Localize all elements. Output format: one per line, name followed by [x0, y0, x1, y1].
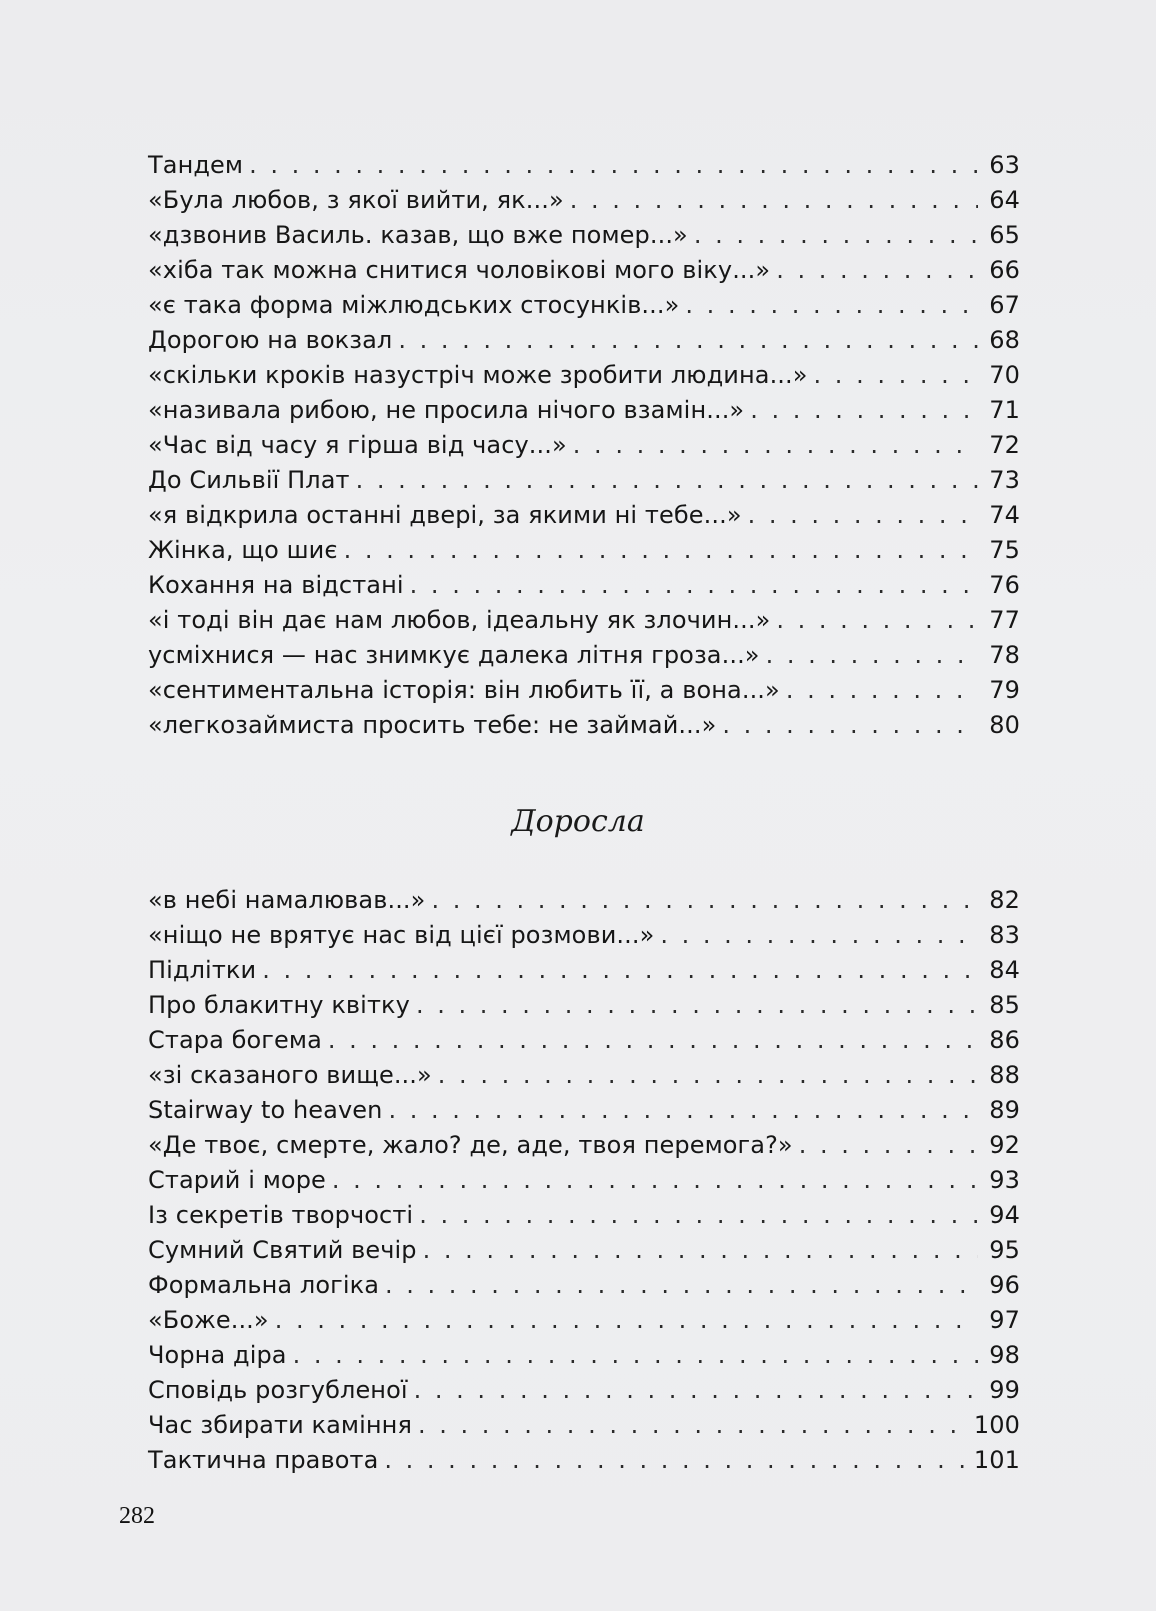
toc-section-2: [148, 883, 1020, 1478]
toc-entry-page: 77: [989, 606, 1020, 634]
toc-leader-dots: [685, 288, 978, 323]
toc-entry: [148, 498, 1020, 533]
toc-entry-title: «Боже...»: [148, 1306, 269, 1334]
toc-entry: [148, 708, 1020, 743]
toc-entry-title: Тандем: [148, 151, 244, 179]
toc-leader-dots: [694, 218, 978, 253]
toc-leader-dots: [786, 673, 978, 708]
toc-entry-title: «Де твоє, смерте, жало? де, аде, твоя перемога?»: [148, 1131, 793, 1159]
toc-entry-title: Stairway to heaven: [148, 1096, 383, 1124]
toc-entry-title: «хіба так можна снитися чоловікові мого віку...»: [148, 256, 771, 284]
toc-entry-title: Із секретів творчості: [148, 1201, 414, 1229]
toc-entry: [148, 883, 1020, 918]
toc-leader-dots: [766, 638, 978, 673]
toc-entry: [148, 288, 1020, 323]
toc-entry: [148, 1443, 1020, 1478]
toc-entry-title: До Сильвії Плат: [148, 466, 350, 494]
toc-entry: [148, 1198, 1020, 1233]
toc-leader-dots: [414, 1373, 978, 1408]
toc-entry-page: 75: [989, 536, 1020, 564]
toc-leader-dots: [275, 1303, 978, 1338]
toc-entry-title: «сентиментальна історія: він любить її, а вона...»: [148, 676, 780, 704]
toc-entry-title: Формальна логіка: [148, 1271, 380, 1299]
toc-entry: [148, 1233, 1020, 1268]
toc-entry-title: «називала рибою, не просила нічого взамін...»: [148, 396, 745, 424]
toc-leader-dots: [262, 953, 978, 988]
toc-entry-page: 72: [989, 431, 1020, 459]
toc-entry-page: 101: [973, 1446, 1020, 1474]
toc-entry-page: 99: [989, 1376, 1020, 1404]
toc-entry-title: Підлітки: [148, 956, 257, 984]
toc-entry-title: Жінка, що шиє: [148, 536, 338, 564]
toc-entry: [148, 1058, 1020, 1093]
toc-leader-dots: [431, 883, 978, 918]
toc-leader-dots: [388, 1093, 978, 1128]
toc-leader-dots: [660, 918, 978, 953]
toc-leader-dots: [423, 1233, 978, 1268]
toc-entry: [148, 988, 1020, 1023]
toc-leader-dots: [344, 533, 978, 568]
toc-section-1: [148, 148, 1020, 743]
toc-leader-dots: [573, 428, 978, 463]
toc-entry-title: «скільки кроків назустріч може зробити людина...»: [148, 361, 808, 389]
toc-entry: [148, 323, 1020, 358]
toc-entry-page: 86: [989, 1026, 1020, 1054]
toc-leader-dots: [398, 323, 978, 358]
toc-entry-title: «Була любов, з якої вийти, як...»: [148, 186, 564, 214]
toc-entry-page: 79: [989, 676, 1020, 704]
toc-entry-title: «дзвонив Василь. казав, що вже помер...»: [148, 221, 688, 249]
toc-entry: [148, 533, 1020, 568]
toc-leader-dots: [293, 1338, 978, 1373]
toc-entry-page: 65: [989, 221, 1020, 249]
toc-entry-page: 73: [989, 466, 1020, 494]
toc-entry-page: 88: [989, 1061, 1020, 1089]
toc-entry-title: «зі сказаного вище...»: [148, 1061, 432, 1089]
toc-entry-page: 64: [989, 186, 1020, 214]
toc-entry-page: 67: [989, 291, 1020, 319]
toc-entry-page: 63: [989, 151, 1020, 179]
toc-entry-page: 71: [989, 396, 1020, 424]
toc-entry: [148, 218, 1020, 253]
page-number: 282: [119, 1503, 155, 1529]
toc-entry: [148, 253, 1020, 288]
toc-leader-dots: [750, 393, 978, 428]
toc-leader-dots: [748, 498, 978, 533]
toc-leader-dots: [249, 148, 978, 183]
toc-entry-title: «і тоді він дає нам любов, ідеальну як злочин...»: [148, 606, 771, 634]
toc-entry-title: Старий і море: [148, 1166, 326, 1194]
toc-entry-page: 76: [989, 571, 1020, 599]
toc-entry-page: 84: [989, 956, 1020, 984]
toc-entry-page: 80: [989, 711, 1020, 739]
toc-entry-title: Стара богема: [148, 1026, 322, 1054]
toc-entry-title: Кохання на відстані: [148, 571, 404, 599]
toc-leader-dots: [385, 1268, 978, 1303]
toc-entry-page: 95: [989, 1236, 1020, 1264]
toc-entry: [148, 463, 1020, 498]
toc-leader-dots: [410, 568, 978, 603]
toc-leader-dots: [776, 253, 978, 288]
toc-entry: [148, 148, 1020, 183]
toc-entry-title: Сумний Святий вечір: [148, 1236, 417, 1264]
toc-entry: [148, 1268, 1020, 1303]
toc-entry-page: 97: [989, 1306, 1020, 1334]
toc-leader-dots: [356, 463, 978, 498]
toc-entry-page: 96: [989, 1271, 1020, 1299]
toc-entry-title: Час збирати каміння: [148, 1411, 412, 1439]
toc-entry-title: «легкозаймиста просить тебе: не займай...»: [148, 711, 717, 739]
toc-entry-page: 74: [989, 501, 1020, 529]
toc-leader-dots: [722, 708, 978, 743]
toc-entry-page: 98: [989, 1341, 1020, 1369]
toc-entry-title: «Час від часу я гірша від часу...»: [148, 431, 567, 459]
toc-entry: [148, 953, 1020, 988]
toc-entry-title: «я відкрила останні двері, за якими ні тебе...»: [148, 501, 742, 529]
toc-leader-dots: [438, 1058, 978, 1093]
toc-leader-dots: [776, 603, 978, 638]
toc-leader-dots: [418, 1408, 968, 1443]
toc-entry: [148, 638, 1020, 673]
toc-leader-dots: [416, 988, 978, 1023]
toc-leader-dots: [332, 1163, 978, 1198]
toc-entry: [148, 1023, 1020, 1058]
toc-entry-page: 82: [989, 886, 1020, 914]
toc-entry: [148, 1373, 1020, 1408]
toc-leader-dots: [799, 1128, 978, 1163]
toc-entry-page: 66: [989, 256, 1020, 284]
toc-entry-page: 83: [989, 921, 1020, 949]
toc-entry-page: 70: [989, 361, 1020, 389]
toc-entry-title: Про блакитну квітку: [148, 991, 410, 1019]
toc-entry: [148, 918, 1020, 953]
toc-entry-title: «ніщо не врятує нас від цієї розмови...»: [148, 921, 655, 949]
toc-entry: [148, 1408, 1020, 1443]
toc-entry-title: «є така форма міжлюдських стосунків...»: [148, 291, 680, 319]
toc-entry-title: Дорогою на вокзал: [148, 326, 393, 354]
toc-entry: [148, 1303, 1020, 1338]
section-heading: Доросла: [511, 804, 645, 839]
toc-entry: [148, 1338, 1020, 1373]
toc-entry: [148, 1128, 1020, 1163]
toc-leader-dots: [570, 183, 978, 218]
toc-entry: [148, 428, 1020, 463]
toc-leader-dots: [384, 1443, 967, 1478]
toc-leader-dots: [328, 1023, 978, 1058]
toc-entry: [148, 393, 1020, 428]
toc-entry-page: 89: [989, 1096, 1020, 1124]
toc-entry-page: 68: [989, 326, 1020, 354]
toc-entry: [148, 183, 1020, 218]
toc-entry: [148, 1163, 1020, 1198]
toc-entry-title: Сповідь розгубленої: [148, 1376, 408, 1404]
toc-entry-title: усміхнися — нас знимкує далека літня гроза...»: [148, 641, 760, 669]
toc-entry-title: Чорна діра: [148, 1341, 287, 1369]
toc-entry-title: Тактична правота: [148, 1446, 379, 1474]
toc-entry: [148, 1093, 1020, 1128]
toc-entry-page: 93: [989, 1166, 1020, 1194]
toc-leader-dots: [814, 358, 978, 393]
toc-entry: [148, 673, 1020, 708]
toc-entry: [148, 568, 1020, 603]
toc-entry-page: 94: [989, 1201, 1020, 1229]
toc-entry: [148, 358, 1020, 393]
toc-entry-page: 100: [973, 1411, 1020, 1439]
toc-entry-page: 92: [989, 1131, 1020, 1159]
toc-entry-title: «в небі намалював...»: [148, 886, 426, 914]
toc-entry-page: 78: [989, 641, 1020, 669]
toc-entry: [148, 603, 1020, 638]
toc-entry-page: 85: [989, 991, 1020, 1019]
toc-leader-dots: [419, 1198, 978, 1233]
